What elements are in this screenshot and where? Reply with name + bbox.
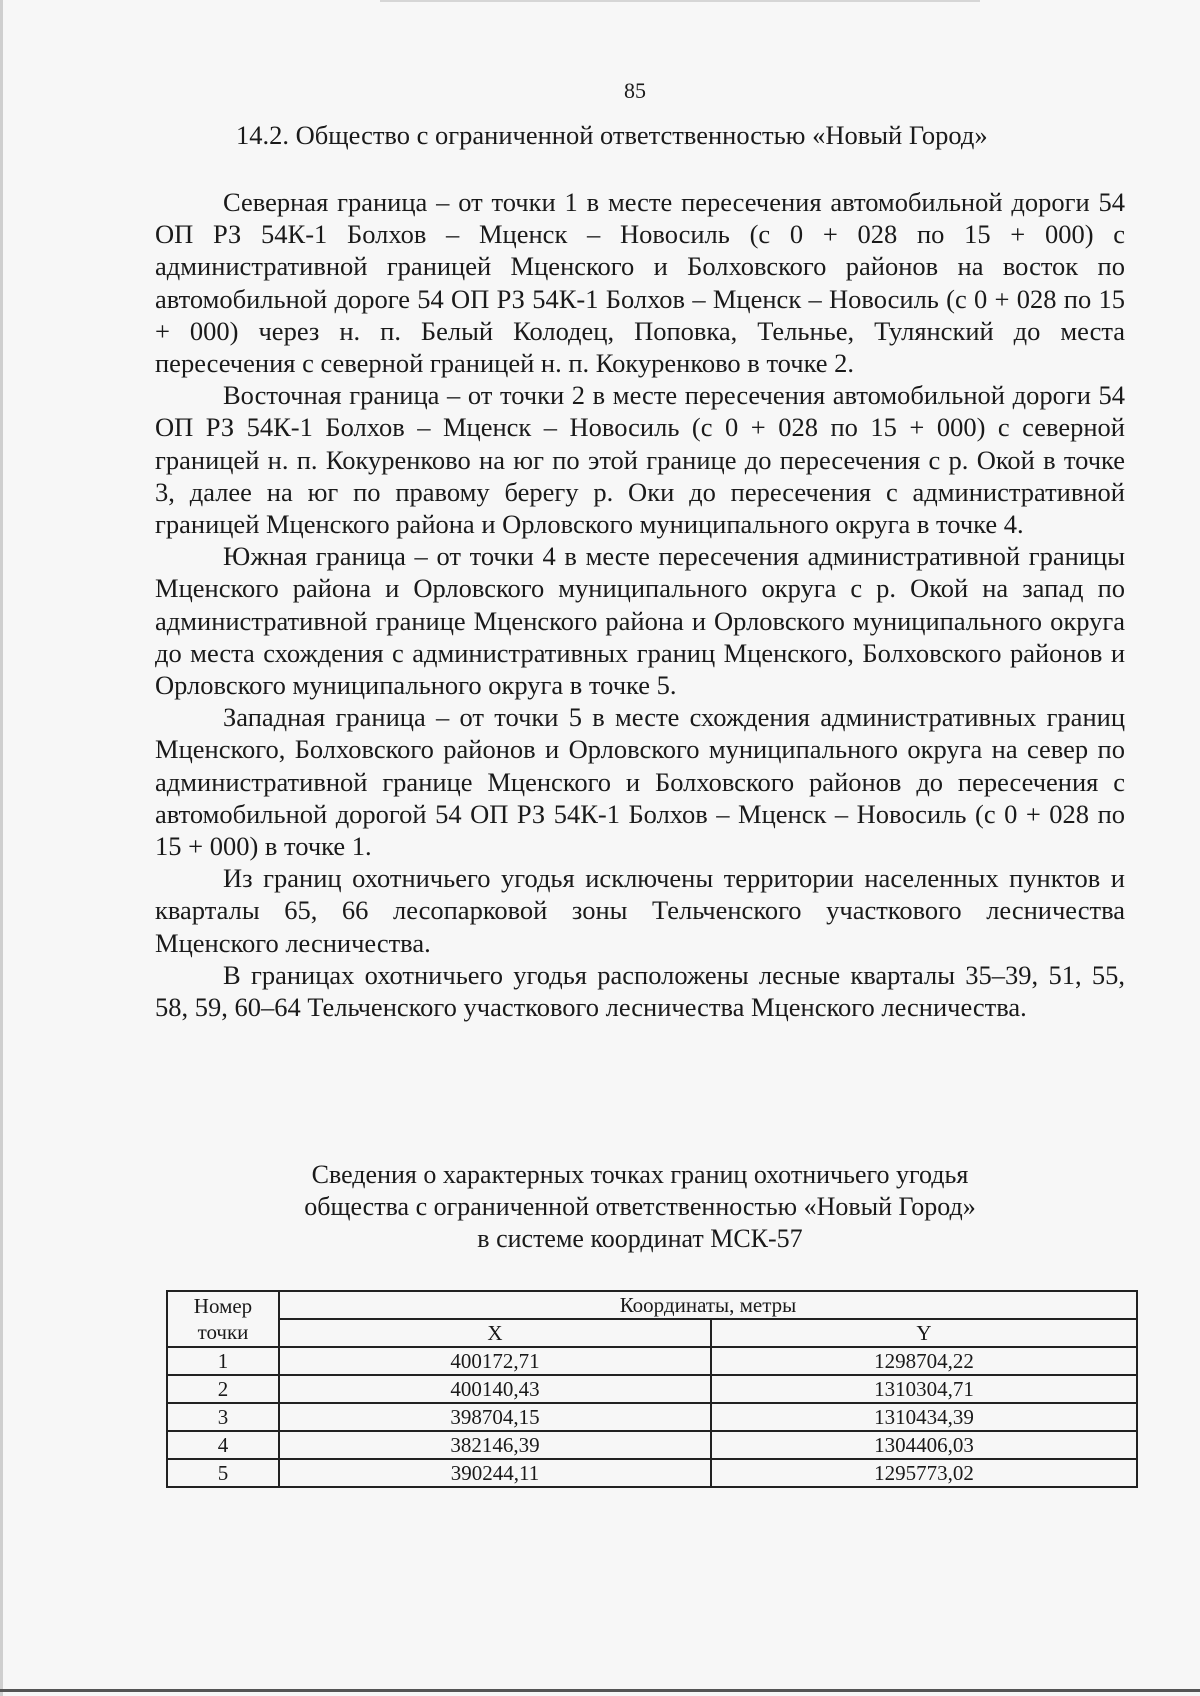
paragraph-north-border: Северная граница – от точки 1 в месте пересечения автомобильной дороги 54 ОП РЗ 54К-1 Болхов – Мценск – Новосиль (с 0 + 028 по 15 + 000) с административной границей Мценского и Болховского районов на восток по автомобильной дороге 54 ОП РЗ 54К-1 Болхов – Мценск – Новосиль (с 0 + 028 по 15 + 000) через н. п. Белый Колодец, Поповка, Тельнье, Тулянский до места пересечения с северной границей н. п. Кокуренково в точке 2. — [155, 187, 1125, 379]
scan-edge — [0, 1689, 1200, 1692]
cell-y: 1298704,22 — [711, 1347, 1137, 1375]
coordinates-table — [166, 1290, 1138, 1488]
paragraph-east-border: Восточная граница – от точки 2 в месте пересечения автомобильной дороги 54 ОП РЗ 54К-1 Болхов – Мценск – Новосиль (с 0 + 028 по 15 + 000) с северной границей н. п. Кокуренково на юг по этой границе до пересечения с р. Окой в точке 3, далее на юг по правому берегу р. Оки до пересечения с административной границей Мценского района и Орловского муниципального округа в точке 4. — [155, 380, 1125, 540]
cell-point-number: 4 — [167, 1431, 279, 1459]
table-caption-line: общества с ограниченной ответственностью «Новый Город» — [304, 1192, 976, 1221]
cell-x: 390244,11 — [279, 1459, 711, 1487]
cell-y: 1310304,71 — [711, 1375, 1137, 1403]
scan-edge — [0, 0, 3, 1696]
cell-point-number: 1 — [167, 1347, 279, 1375]
table-row — [167, 1459, 1137, 1487]
paragraph-exclusions: Из границ охотничьего угодья исключены территории населенных пунктов и кварталы 65, 66 лесопарковой зоны Тельченского участкового лесничества Мценского лесничества. — [155, 863, 1125, 958]
table-row — [167, 1431, 1137, 1459]
cell-y: 1310434,39 — [711, 1403, 1137, 1431]
paragraph-forest-quarters: В границах охотничьего угодья расположены лесные кварталы 35–39, 51, 55, 58, 59, 60–64 Тельченского участкового лесничества Мценского лесничества. — [155, 959, 1125, 1023]
cell-y: 1304406,03 — [711, 1431, 1137, 1459]
header-coordinates: Координаты, метры — [279, 1291, 1137, 1319]
paragraph-south-border: Южная граница – от точки 4 в месте пересечения административной границы Мценского района и Орловского муниципального округа с р. Окой на запад по административной границе Мценского района и Орловского муниципального округа до места схождения с административных границ Мценского, Болховского районов и Орловского муниципального округа в точке 5. — [155, 541, 1125, 701]
section-title: 14.2. Общество с ограниченной ответственностью «Новый Город» — [236, 120, 988, 150]
table-row — [167, 1375, 1137, 1403]
table-row — [167, 1347, 1137, 1375]
cell-x: 400172,71 — [279, 1347, 711, 1375]
page-number: 85 — [624, 78, 646, 103]
cell-x: 398704,15 — [279, 1403, 711, 1431]
header-x: X — [279, 1319, 711, 1347]
table-caption-line: Сведения о характерных точках границ охотничьего угодья — [311, 1160, 969, 1189]
table-row — [167, 1403, 1137, 1431]
header-point-number: Номер точки — [167, 1291, 279, 1347]
scan-edge — [380, 0, 980, 2]
paragraph-west-border: Западная граница – от точки 5 в месте схождения административных границ Мценского, Болховского районов и Орловского муниципального округа на север по административной границе Мценского и Болховского районов до пересечения с автомобильной дорогой 54 ОП РЗ 54К-1 Болхов – Мценск – Новосиль (с 0 + 028 по 15 + 000) в точке 1. — [155, 702, 1125, 862]
cell-x: 382146,39 — [279, 1431, 711, 1459]
cell-y: 1295773,02 — [711, 1459, 1137, 1487]
cell-point-number: 5 — [167, 1459, 279, 1487]
table-caption-line: в системе координат МСК-57 — [477, 1224, 803, 1253]
body-text — [155, 186, 1125, 1023]
table-caption — [240, 1159, 1040, 1255]
cell-point-number: 3 — [167, 1403, 279, 1431]
header-y: Y — [711, 1319, 1137, 1347]
cell-x: 400140,43 — [279, 1375, 711, 1403]
cell-point-number: 2 — [167, 1375, 279, 1403]
